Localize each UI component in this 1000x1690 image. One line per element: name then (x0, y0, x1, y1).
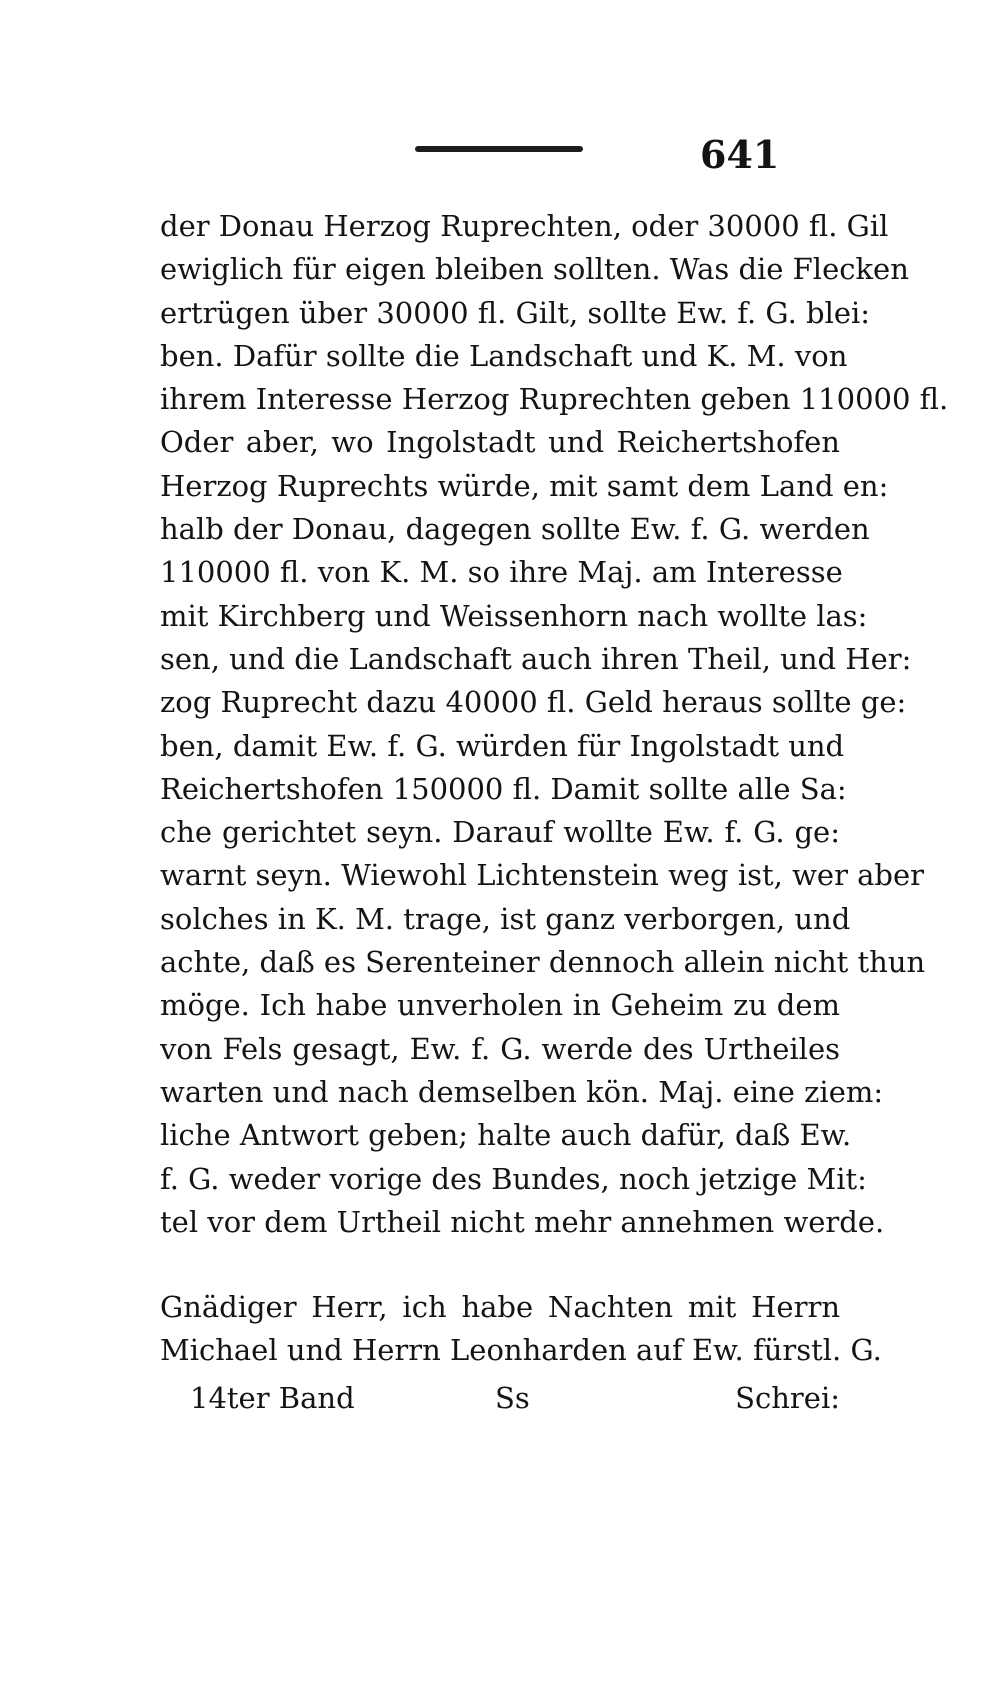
text-line: Michael und Herrn Leonharden auf Ew. fürstl. G. (160, 1333, 882, 1368)
text-line: Oder aber, wo Ingolstadt und Reichertshofen (160, 425, 840, 460)
text-line: f. G. weder vorige des Bundes, noch jetzige Mit: (160, 1161, 867, 1196)
paragraph-2 (160, 1286, 882, 1373)
text-line: warnt seyn. Wiewohl Lichtenstein weg ist, wer aber (160, 858, 925, 893)
text-line: von Fels gesagt, Ew. f. G. werde des Urtheiles (160, 1031, 840, 1066)
text-line: zog Ruprecht dazu 40000 fl. Geld heraus sollte ge: (160, 685, 907, 720)
page-number: 641 (700, 132, 780, 177)
text-line: warten und nach demselben kön. Maj. eine ziem: (160, 1074, 884, 1109)
text-line: tel vor dem Urtheil nicht mehr annehmen werde. (160, 1204, 885, 1239)
text-line: ertrügen über 30000 fl. Gilt, sollte Ew. f. G. blei: (160, 295, 871, 330)
text-line: ihrem Interesse Herzog Ruprechten geben 110000 fl. (160, 382, 949, 417)
paragraph-1 (160, 205, 949, 1244)
body-text (160, 205, 949, 1373)
text-line: ewiglich für eigen bleiben sollten. Was die Flecken (160, 252, 909, 287)
catchword: Schrei: (735, 1381, 840, 1415)
header-rule (415, 146, 583, 152)
text-line: sen, und die Landschaft auch ihren Theil, und Her: (160, 641, 912, 676)
text-line: solches in K. M. trage, ist ganz verborgen, und (160, 901, 851, 936)
text-line: halb der Donau, dagegen sollte Ew. f. G. werden (160, 512, 870, 547)
text-line: möge. Ich habe unverholen in Geheim zu dem (160, 988, 840, 1023)
text-line: 110000 fl. von K. M. so ihre Maj. am Interesse (160, 555, 843, 590)
text-line: Reichertshofen 150000 fl. Damit sollte alle Sa: (160, 771, 847, 806)
text-line: ben. Dafür sollte die Landschaft und K. M. von (160, 338, 848, 373)
text-line: che gerichtet seyn. Darauf wollte Ew. f. G. ge: (160, 815, 840, 850)
text-line: ben, damit Ew. f. G. würden für Ingolstadt und (160, 728, 845, 763)
text-line: Gnädiger Herr, ich habe Nachten mit Herrn (160, 1290, 840, 1325)
volume-signature: 14ter Band (190, 1381, 355, 1415)
sheet-signature: Ss (495, 1381, 530, 1415)
text-line: mit Kirchberg und Weissenhorn nach wollte las: (160, 598, 868, 633)
text-line: Herzog Ruprechts würde, mit samt dem Land en: (160, 468, 889, 503)
text-line: der Donau Herzog Ruprechten, oder 30000 fl. Gil (160, 209, 889, 243)
paragraph-gap (160, 1244, 840, 1286)
text-line: achte, daß es Serenteiner dennoch allein nicht thun (160, 945, 926, 980)
text-line: liche Antwort geben; halte auch dafür, daß Ew. (160, 1118, 852, 1153)
